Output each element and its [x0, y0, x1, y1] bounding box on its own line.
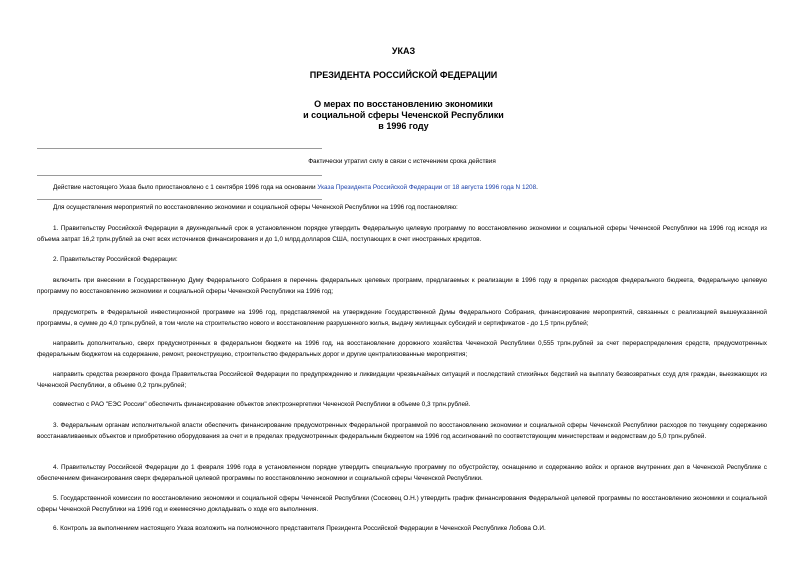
divider	[37, 148, 322, 149]
lost-force-note: Фактически утратил силу в связи с истечением срока действия	[308, 158, 496, 165]
clause-5: 5. Государственной комиссии по восстановлению экономики и социальной сферы Чеченской Республики (Сосковец О.Н.) утвердить график финансирования Федеральной целевой программы по восстановлению экономики и социальной сферы Чеченской Республики на 1996 год и ежемесячно докладывать о ходе его выполнения.	[37, 495, 767, 513]
clause-6: 6. Контроль за выполнением настоящего Указа возложить на полномочного представителя Президента Российской Федерации в Чеченской Республике Лобова О.И.	[53, 525, 546, 532]
clause-4: 4. Правительству Российской Федерации до 1 февраля 1996 года в установленном порядке утвердить специальную программу по обустройству, оснащению и содержанию войск и органов внутренних дел в Чеченской Республике с обеспечением финансирования сверх федеральной целевой программы по восстановлению экономики и социальной сферы Чеченской Республики.	[37, 464, 767, 482]
decree-1208-link[interactable]: Указа Президента Российской Федерации от 18 августа 1996 года N 1208	[317, 184, 537, 191]
suspension-note	[37, 183, 767, 194]
clause-2-energy: совместно с РАО "ЕЭС России" обеспечить финансирование объектов электроэнергетики Чеченской Республики в объеме 0,3 трлн.рублей.	[53, 401, 471, 408]
suspension-text: Действие настоящего Указа было приостановлено с 1 сентября 1996 года на основании	[53, 184, 318, 191]
suspension-end: .	[536, 184, 538, 191]
preamble: Для осуществления мероприятий по восстановлению экономики и социальной сферы Чеченской Республики на 1996 год постановляю:	[53, 204, 458, 211]
divider	[37, 175, 322, 176]
doc-subtitle-line1: О мерах по восстановлению экономики	[314, 99, 493, 109]
clause-2-reserve: направить средства резервного фонда Правительства Российской Федерации по предупреждению и ликвидации чрезвычайных ситуаций и последствий стихийных бедствий на выплату безвозвратных ссуд для граждан, выезжающих из Чеченской Республики, в объеме 0,2 трлн.рублей;	[37, 371, 767, 389]
divider	[37, 199, 322, 200]
clause-2-provide: предусмотреть в Федеральной инвестиционной программе на 1996 год, представляемой на утверждение Государственной Думы Федерального Собрания, финансирование мероприятий, связанных с реализацией вышеуказанной программы, в сумме до 4,0 трлн.рублей, в том числе на строительство нового и восстановление разрушенного жилья, выдачу жилищных субсидий и сертификатов - до 1,5 трлн.рублей;	[37, 309, 767, 327]
doc-subtitle-line3: в 1996 году	[378, 121, 429, 131]
clause-1: 1. Правительству Российской Федерации в двухнедельный срок в установленном порядке утвердить Федеральную целевую программу по восстановлению экономики и социальной сферы Чеченской Республики на 1996 год исходя из объема затрат 16,2 трлн.рублей за счет всех источников финансирования и до 1,0 млрд.долларов США, поступающих в счет иностранных кредитов.	[37, 225, 767, 243]
doc-title-ukaz: УКАЗ	[391, 46, 416, 56]
doc-title-president: ПРЕЗИДЕНТА РОССИЙСКОЙ ФЕДЕРАЦИИ	[309, 70, 498, 80]
clause-2-roads: направить дополнительно, сверх предусмотренных в федеральном бюджете на 1996 год, на восстановление дорожного хозяйства Чеченской Республики 0,555 трлн.рублей за счет перераспределения средств, предусмотренных федеральным бюджетом на содержание, ремонт, реконструкцию, строительство федеральных дорог и другие централизованные мероприятия;	[37, 340, 767, 358]
clause-3: 3. Федеральным органам исполнительной власти обеспечить финансирование предусмотренных Федеральной программой по восстановлению экономики и социальной сферы Чеченской Республики расходов по текущему содержанию восстанавливаемых объектов и приобретению оборудования за счет и в пределах предусмотренных федеральным бюджетом на 1996 год ассигнований по соответствующим министерствам и ведомствам до 5,0 трлн.рублей.	[37, 422, 767, 440]
clause-2: 2. Правительству Российской Федерации:	[53, 256, 178, 263]
clause-2-include: включить при внесении в Государственную Думу Федерального Собрания в перечень федеральных целевых программ, предлагаемых к реализации в 1996 году в пределах расходов федерального бюджета, Федеральную целевую программу по восстановлению экономики и социальной сферы Чеченской Республики на 1996 год;	[37, 277, 767, 295]
doc-subtitle-line2: и социальной сферы Чеченской Республики	[303, 110, 504, 120]
